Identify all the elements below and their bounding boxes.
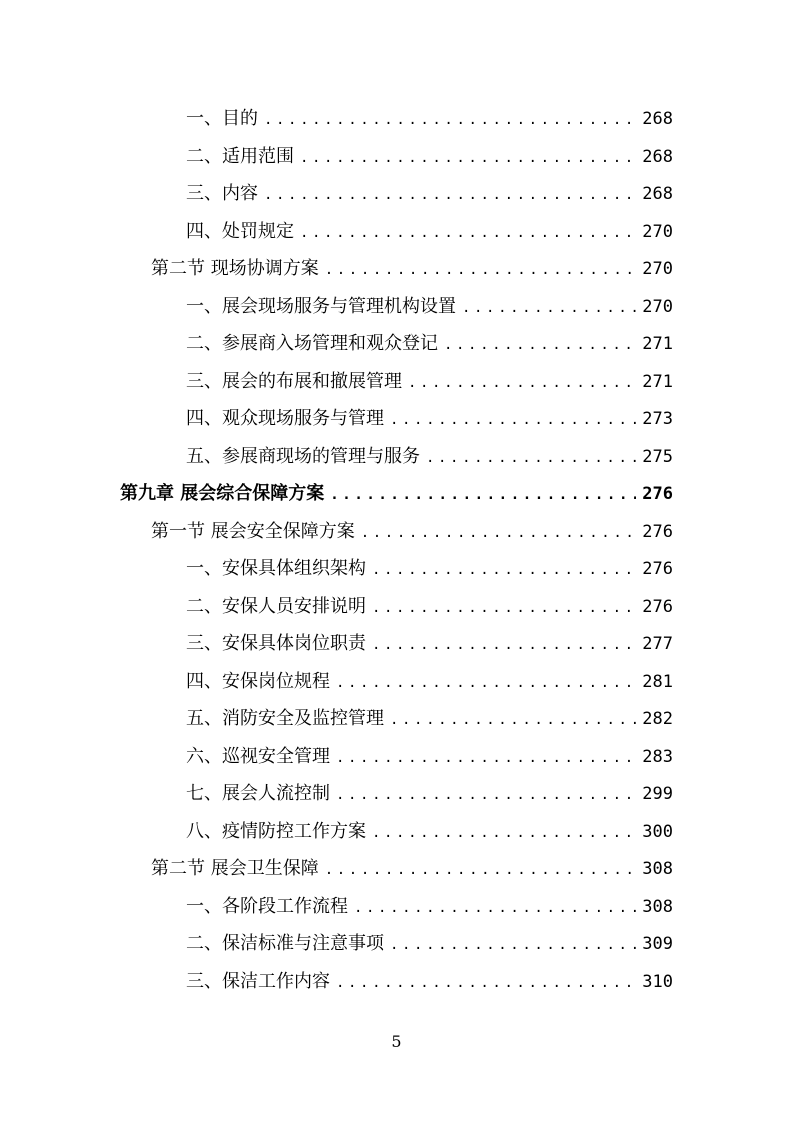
toc-entry[interactable] — [0, 138, 793, 176]
toc-leader-dots — [462, 290, 636, 328]
toc-entry[interactable] — [0, 738, 793, 776]
toc-leader-dots — [361, 515, 637, 553]
toc-entry-title: 三、内容 — [186, 183, 258, 204]
toc-section-entry[interactable] — [0, 513, 793, 551]
toc-section-entry[interactable] — [0, 850, 793, 888]
toc-leader-dots — [264, 102, 636, 140]
page-number: 5 — [391, 1032, 402, 1051]
toc-entry[interactable] — [0, 700, 793, 738]
toc-entry-title: 三、保洁工作内容 — [186, 970, 330, 992]
toc-leader-dots — [354, 890, 636, 928]
toc-entry-title: 第二节 现场协调方案 — [151, 258, 319, 279]
toc-entry-title: 一、各阶段工作流程 — [186, 895, 348, 917]
toc-entry-page: 275 — [642, 446, 673, 467]
toc-leader-dots — [390, 702, 636, 740]
table-of-contents — [0, 100, 793, 1000]
toc-entry-title: 四、安保岗位规程 — [186, 670, 330, 692]
toc-entry-title: 二、保洁标准与注意事项 — [186, 933, 384, 954]
toc-leader-dots — [336, 965, 636, 1003]
toc-entry-title: 四、观众现场服务与管理 — [186, 408, 384, 429]
toc-entry-title: 五、参展商现场的管理与服务 — [186, 445, 420, 467]
toc-leader-dots — [408, 365, 636, 403]
toc-entry-page: 299 — [642, 784, 673, 804]
toc-entry-page: 271 — [642, 371, 673, 392]
toc-entry-page: 276 — [642, 596, 673, 617]
toc-leader-dots — [372, 627, 636, 665]
toc-leader-dots — [325, 252, 637, 290]
toc-entry-page: 270 — [642, 259, 673, 279]
toc-entry-page: 270 — [642, 221, 673, 242]
toc-entry[interactable] — [0, 400, 793, 438]
toc-entry-title: 一、展会现场服务与管理机构设置 — [186, 295, 456, 317]
toc-entry[interactable] — [0, 925, 793, 963]
toc-entry-page: 309 — [642, 934, 673, 954]
toc-leader-dots — [264, 177, 636, 215]
toc-entry-title: 四、处罚规定 — [186, 220, 294, 242]
toc-entry-page: 283 — [642, 746, 673, 767]
toc-entry-title: 五、消防安全及监控管理 — [186, 708, 384, 729]
toc-entry-title: 第九章 展会综合保障方案 — [120, 483, 325, 504]
toc-leader-dots — [330, 477, 636, 515]
toc-entry[interactable] — [0, 813, 793, 851]
toc-entry[interactable] — [0, 213, 793, 251]
toc-section-entry[interactable] — [0, 250, 793, 288]
toc-entry-page: 271 — [642, 334, 673, 354]
toc-entry-page: 281 — [642, 671, 673, 692]
toc-entry-page: 282 — [642, 709, 673, 729]
toc-leader-dots — [336, 777, 636, 815]
toc-entry-title: 第二节 展会卫生保障 — [151, 858, 319, 879]
toc-entry-page: 300 — [642, 821, 673, 842]
toc-chapter-entry[interactable] — [0, 475, 793, 513]
toc-entry-page: 310 — [642, 971, 673, 992]
toc-entry-title: 二、安保人员安排说明 — [186, 595, 366, 617]
toc-entry-page: 308 — [642, 859, 673, 879]
toc-entry-page: 268 — [642, 109, 673, 129]
toc-entry[interactable] — [0, 588, 793, 626]
toc-entry-title: 六、巡视安全管理 — [186, 745, 330, 767]
toc-leader-dots — [372, 552, 636, 590]
toc-entry[interactable] — [0, 625, 793, 663]
toc-entry-page: 270 — [642, 296, 673, 317]
toc-entry-page: 273 — [642, 409, 673, 429]
toc-leader-dots — [336, 665, 636, 703]
toc-entry-title: 一、安保具体组织架构 — [186, 558, 366, 579]
toc-entry[interactable] — [0, 288, 793, 326]
toc-entry[interactable] — [0, 963, 793, 1001]
toc-entry-title: 三、安保具体岗位职责 — [186, 633, 366, 654]
toc-entry-title: 八、疫情防控工作方案 — [186, 820, 366, 842]
toc-leader-dots — [325, 852, 637, 890]
toc-entry-page: 308 — [642, 896, 673, 917]
toc-entry[interactable] — [0, 550, 793, 588]
toc-leader-dots — [372, 590, 636, 628]
toc-entry[interactable] — [0, 888, 793, 926]
toc-entry-page: 277 — [642, 634, 673, 654]
toc-entry[interactable] — [0, 775, 793, 813]
toc-entry-page: 276 — [642, 559, 673, 579]
toc-entry[interactable] — [0, 325, 793, 363]
toc-leader-dots — [372, 815, 636, 853]
toc-leader-dots — [336, 740, 636, 778]
toc-entry-title: 七、展会人流控制 — [186, 783, 330, 804]
toc-leader-dots — [390, 402, 636, 440]
toc-entry[interactable] — [0, 175, 793, 213]
toc-entry-title: 第一节 展会安全保障方案 — [151, 520, 355, 542]
toc-entry-title: 一、目的 — [186, 108, 258, 129]
toc-entry[interactable] — [0, 438, 793, 476]
toc-entry-title: 二、适用范围 — [186, 145, 294, 167]
toc-entry[interactable] — [0, 100, 793, 138]
toc-entry-title: 二、参展商入场管理和观众登记 — [186, 333, 438, 354]
toc-leader-dots — [300, 215, 636, 253]
toc-leader-dots — [426, 440, 636, 478]
toc-entry-page: 276 — [642, 484, 673, 504]
toc-entry[interactable] — [0, 663, 793, 701]
toc-entry-page: 276 — [642, 521, 673, 542]
toc-entry-title: 三、展会的布展和撤展管理 — [186, 370, 402, 392]
toc-entry-page: 268 — [642, 184, 673, 204]
toc-entry-page: 268 — [642, 146, 673, 167]
toc-entry[interactable] — [0, 363, 793, 401]
toc-leader-dots — [444, 327, 636, 365]
toc-leader-dots — [390, 927, 636, 965]
toc-leader-dots — [300, 140, 636, 178]
